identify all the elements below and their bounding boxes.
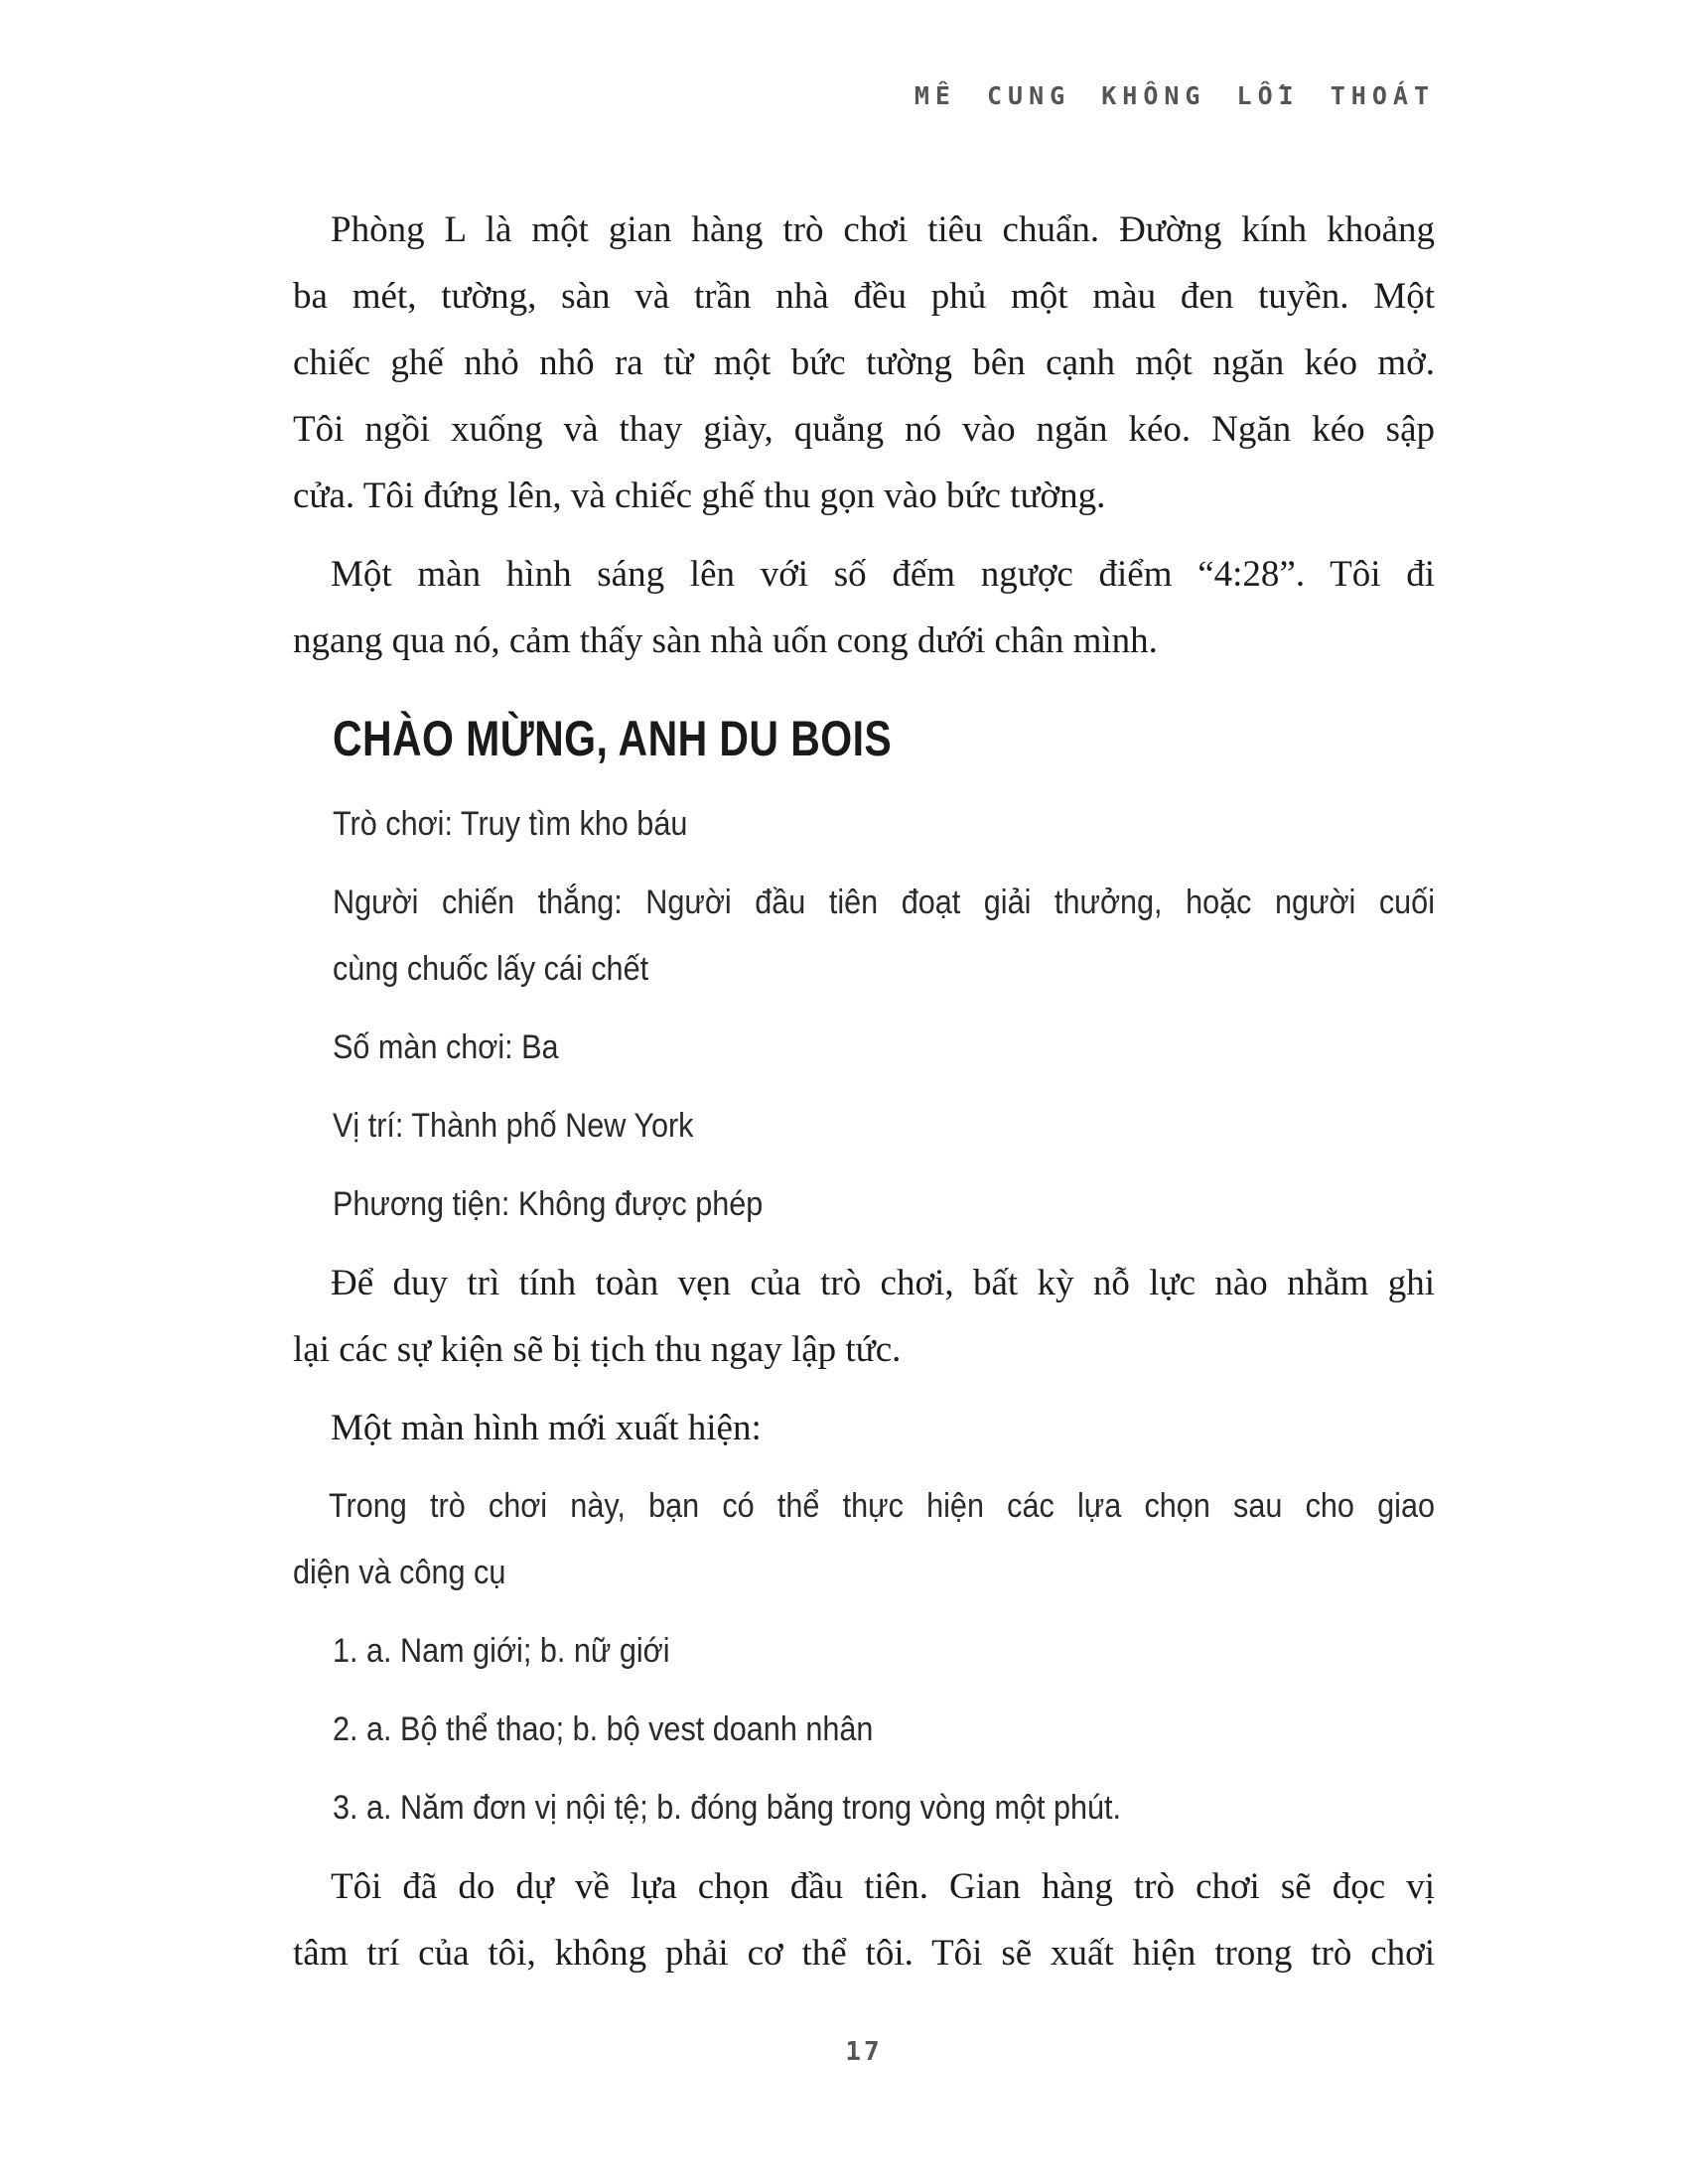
text-line: Phòng L là một gian hàng trò chơi tiêu chuẩn. Đường kính khoảng — [331, 209, 1435, 250]
text-line: 3. a. Năm đơn vị nội tệ; b. đóng băng trong vòng một phút. — [333, 1789, 1122, 1827]
paragraph — [293, 1395, 1435, 1461]
paragraph — [293, 1775, 1435, 1842]
text-line: Phương tiện: Không được phép — [333, 1185, 764, 1223]
text-line: ba mét, tường, sàn và trần nhà đều phủ một màu đen tuyền. Một — [293, 276, 1435, 317]
paragraph — [293, 791, 1435, 858]
paragraph — [293, 1473, 1435, 1606]
section-heading — [293, 710, 1435, 767]
text-line: diện và công cụ — [293, 1554, 506, 1591]
text-line: Trò chơi: Truy tìm kho báu — [333, 805, 688, 843]
text-line: Người chiến thắng: Người đầu tiên đoạt giải thưởng, hoặc người cuối — [333, 884, 1435, 921]
paragraph — [293, 1015, 1435, 1081]
paragraph — [293, 1093, 1435, 1160]
text-line: cửa. Tôi đứng lên, và chiếc ghế thu gọn vào bức tường. — [293, 476, 1106, 516]
paragraph — [293, 197, 1435, 529]
text-line: 2. a. Bộ thể thao; b. bộ vest doanh nhân — [333, 1710, 874, 1748]
text-line: Trong trò chơi này, bạn có thể thực hiện các lựa chọn sau cho giao — [329, 1487, 1435, 1525]
paragraph — [293, 1250, 1435, 1383]
text-line: 1. a. Nam giới; b. nữ giới — [333, 1632, 670, 1670]
paragraph — [293, 541, 1435, 674]
paragraph — [293, 1853, 1435, 1986]
paragraph — [293, 1697, 1435, 1763]
paragraph — [293, 1618, 1435, 1685]
text-line: Số màn chơi: Ba — [333, 1028, 559, 1066]
page-number: 17 — [845, 2037, 883, 2067]
text-line: Để duy trì tính toàn vẹn của trò chơi, bất kỳ nỗ lực nào nhằm ghi — [331, 1263, 1435, 1303]
text-line: lại các sự kiện sẽ bị tịch thu ngay lập tức. — [293, 1329, 902, 1370]
paragraph — [293, 870, 1435, 1003]
heading-text: CHÀO MỪNG, ANH DU BOIS — [333, 711, 893, 766]
paragraph — [293, 1171, 1435, 1238]
text-line: ngang qua nó, cảm thấy sàn nhà uốn cong dưới chân mình. — [293, 620, 1158, 661]
text-line: Một màn hình mới xuất hiện: — [331, 1408, 762, 1448]
page-content — [293, 197, 1435, 1998]
text-line: Vị trí: Thành phố New York — [333, 1107, 694, 1145]
text-line: cùng chuốc lấy cái chết — [333, 950, 649, 988]
text-line: Tôi ngồi xuống và thay giày, quẳng nó vào ngăn kéo. Ngăn kéo sập — [293, 409, 1435, 450]
text-line: Một màn hình sáng lên với số đếm ngược điểm “4:28”. Tôi đi — [331, 554, 1435, 595]
text-line: chiếc ghế nhỏ nhô ra từ một bức tường bên cạnh một ngăn kéo mở. — [293, 342, 1435, 383]
text-line: Tôi đã do dự về lựa chọn đầu tiên. Gian hàng trò chơi sẽ đọc vị — [331, 1866, 1435, 1907]
text-line: tâm trí của tôi, không phải cơ thể tôi. Tôi sẽ xuất hiện trong trò chơi — [293, 1933, 1435, 1974]
running-header: MÊ CUNG KHÔNG LỐI THOÁT — [914, 81, 1435, 110]
